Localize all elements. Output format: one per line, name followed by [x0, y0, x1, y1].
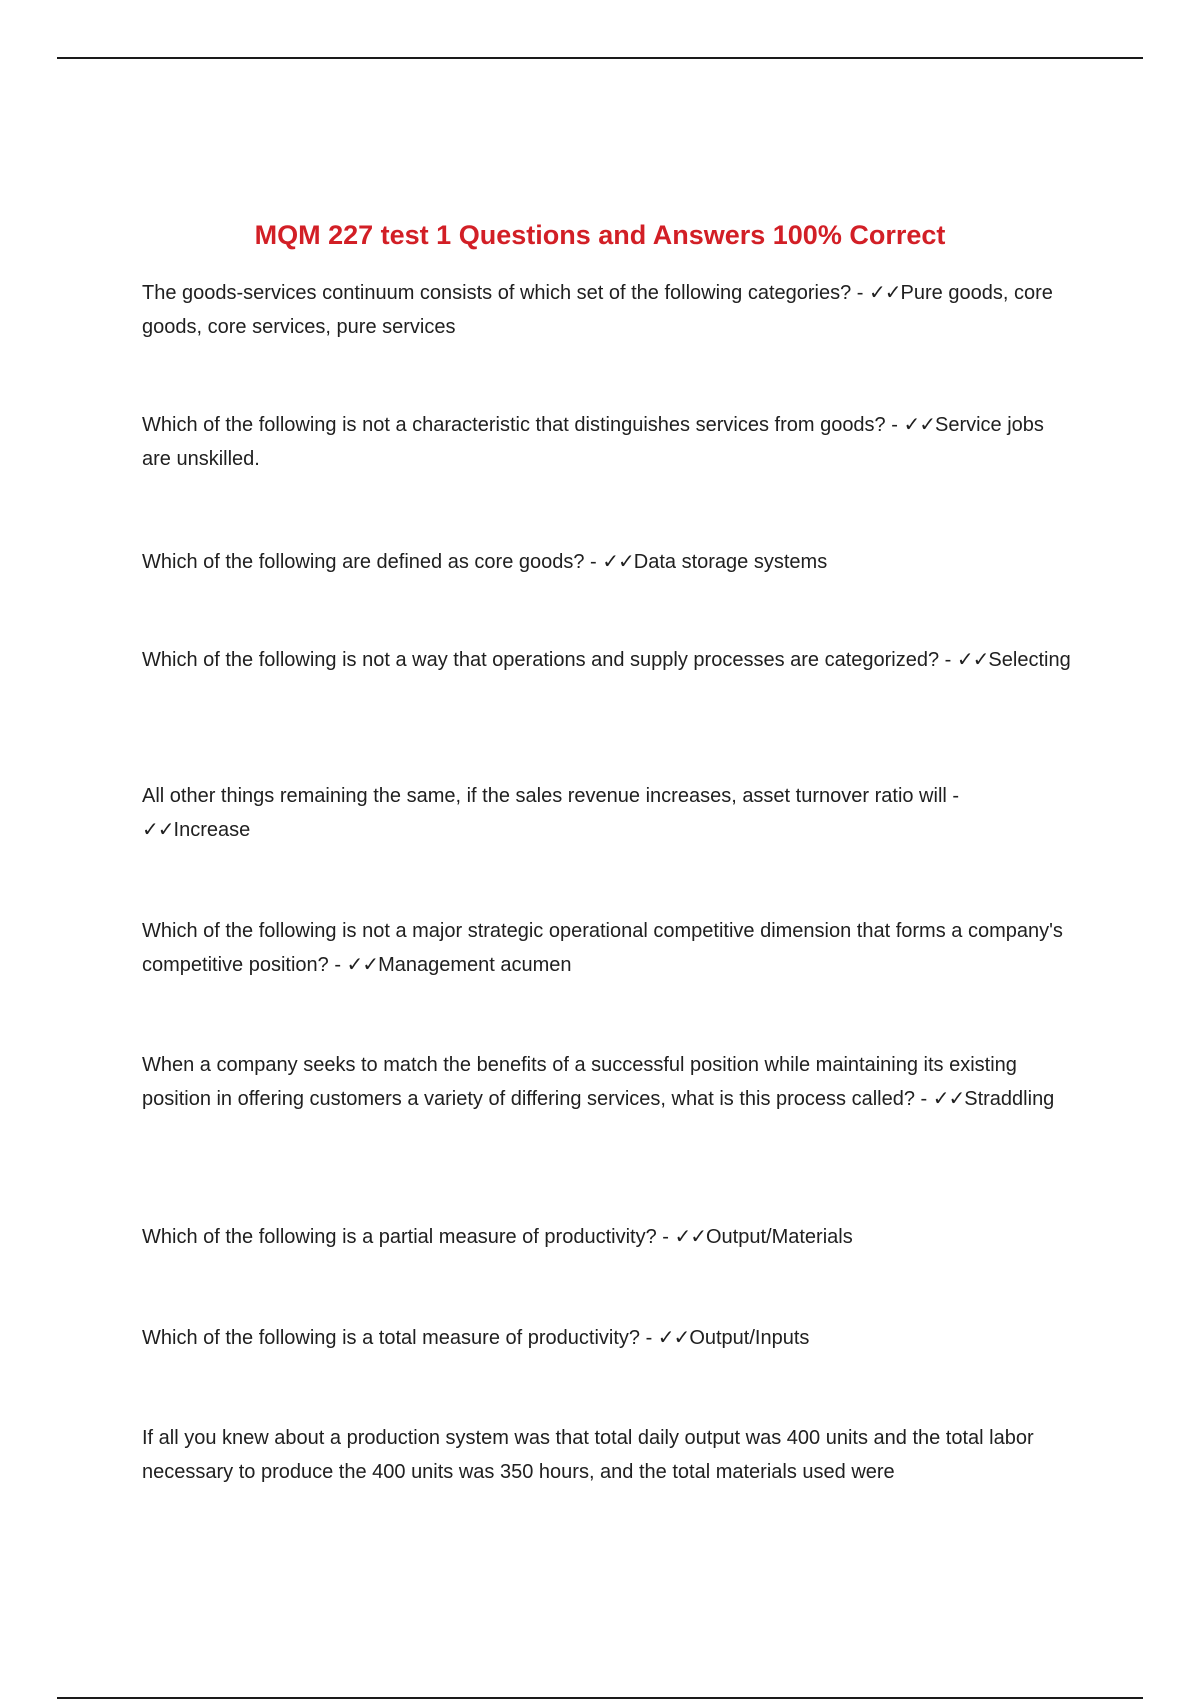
question-text: Which of the following is a total measure of productivity? -	[142, 1327, 658, 1349]
question-text: If all you knew about a production system was that total daily output was 400 units and the total labor necessary to produce the 400 units was 350 hours, and the total materials used were	[142, 1427, 1034, 1483]
header-rule	[57, 57, 1143, 59]
qa-item	[142, 1321, 1072, 1355]
question-text: Which of the following is not a way that operations and supply processes are categorized? -	[142, 649, 957, 671]
checkmark-icon: ✓✓	[602, 551, 634, 573]
answer-text: Service jobs are unskilled.	[142, 414, 1044, 470]
question-text: Which of the following are defined as core goods? -	[142, 551, 603, 573]
checkmark-icon: ✓✓	[956, 649, 989, 671]
qa-item	[142, 1421, 1072, 1489]
qa-item	[142, 1220, 1072, 1254]
question-text: The goods-services continuum consists of which set of the following categories? -	[142, 282, 870, 304]
question-text: All other things remaining the same, if the sales revenue increases, asset turnover ratio will -	[142, 785, 960, 807]
question-text: Which of the following is a partial measure of productivity? -	[142, 1226, 675, 1248]
qa-item	[142, 545, 1072, 579]
qa-item	[142, 1048, 1072, 1116]
qa-item	[142, 643, 1072, 677]
answer-text: Straddling	[964, 1088, 1055, 1110]
answer-text: Management acumen	[378, 954, 572, 976]
answer-text: Selecting	[988, 649, 1071, 671]
checkmark-icon: ✓✓	[346, 954, 379, 976]
answer-text: Output/Materials	[705, 1226, 853, 1248]
answer-text: Output/Inputs	[689, 1327, 810, 1349]
checkmark-icon: ✓✓	[142, 819, 174, 841]
checkmark-icon: ✓✓	[674, 1226, 706, 1248]
question-text: Which of the following is not a major strategic operational competitive dimension that forms a company's competitive position? -	[142, 920, 1063, 976]
footer-rule	[57, 1697, 1143, 1699]
qa-item	[142, 779, 1072, 847]
answer-text: Increase	[173, 819, 251, 841]
checkmark-icon: ✓✓	[932, 1088, 965, 1110]
question-text: Which of the following is not a characteristic that distinguishes services from goods? -	[142, 414, 904, 436]
qa-item	[142, 408, 1072, 476]
qa-item	[142, 914, 1072, 982]
answer-text: Pure goods, core goods, core services, pure services	[142, 282, 1053, 338]
answer-text: Data storage systems	[633, 551, 828, 573]
qa-item	[142, 276, 1072, 344]
checkmark-icon: ✓✓	[903, 414, 935, 436]
checkmark-icon: ✓✓	[657, 1327, 690, 1349]
question-text: When a company seeks to match the benefits of a successful position while maintaining its existing position in offering customers a variety of differing services, what is this process called? -	[142, 1054, 1017, 1110]
checkmark-icon: ✓✓	[869, 282, 901, 304]
document-title: MQM 227 test 1 Questions and Answers 100% Correct	[254, 220, 946, 250]
